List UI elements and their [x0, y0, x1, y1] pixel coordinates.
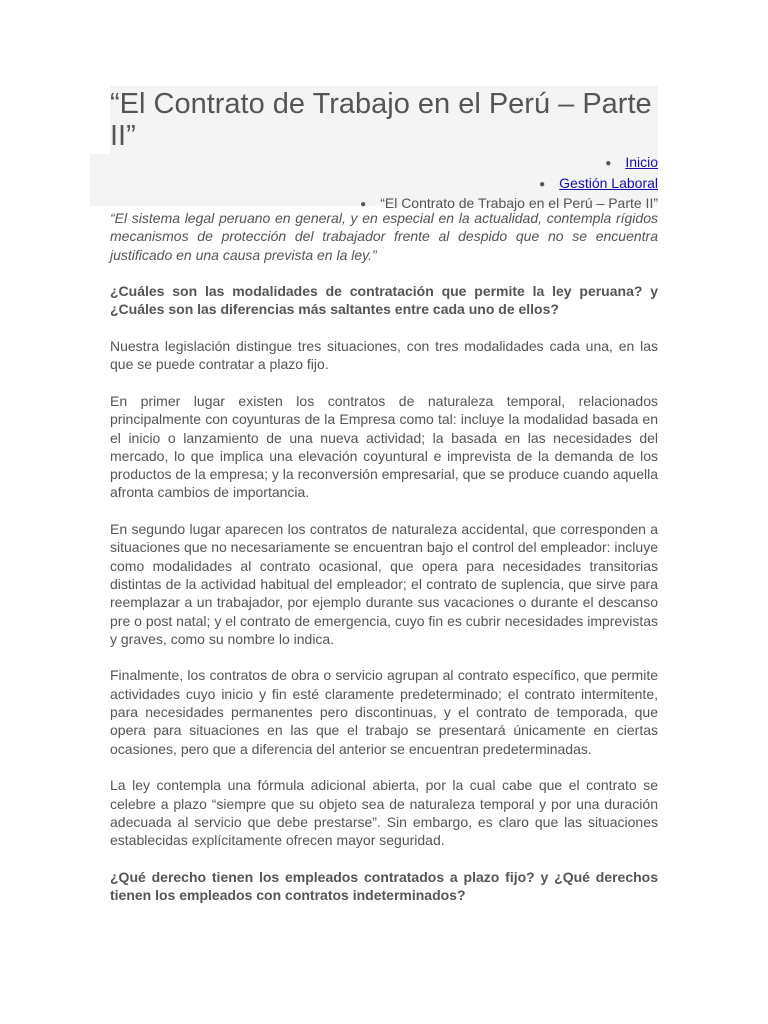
- section-question-1: ¿Cuáles son las modalidades de contratación que permite la ley peruana? y ¿Cuáles son las diferencias más saltantes entre cada uno de ellos?: [110, 283, 658, 318]
- breadcrumb-item-inicio: [110, 153, 658, 174]
- paragraph-1: Nuestra legislación distingue tres situaciones, con tres modalidades cada una, en las que se puede contratar a plazo fijo.: [110, 338, 658, 373]
- bullet-icon: ●: [605, 158, 612, 169]
- breadcrumb-link-gestion-laboral[interactable]: Gestión Laboral: [559, 174, 658, 191]
- article-body: [110, 209, 658, 923]
- breadcrumb-link-inicio[interactable]: Inicio: [625, 154, 658, 170]
- intro-quote: “El sistema legal peruano en general, y en especial en la actualidad, contempla rígidos mecanismos de protección del trabajador frente al despido que no se encuentra justificado en una causa prevista en la ley.”: [110, 210, 658, 263]
- section-question-2: ¿Qué derecho tienen los empleados contratados a plazo fijo? y ¿Qué derechos tienen los empleados con contratos indeterminados?: [110, 868, 658, 903]
- paragraph-4: Finalmente, los contratos de obra o servicio agrupan al contrato específico, que permite actividades cuyo inicio y fin esté claramente predeterminado; el contrato intermitente, para necesidades permanentes pero discontinuas, y el contrato de temporada, que opera para situaciones en las que el trabajo se presentará únicamente en ciertas ocasiones, pero que a diferencia del anterior se encuentran predeterminadas.: [110, 667, 658, 757]
- paragraph-2: En primer lugar existen los contratos de naturaleza temporal, relacionados principalmente con coyunturas de la Empresa como tal: incluye la modalidad basada en el inicio o lanzamiento de una nueva actividad; la basada en las necesidades del mercado, lo que implica una elevación coyuntural e imprevista de la demanda de los productos de la empresa; y la reconversión empresarial, que se produce cuando aquella afronta cambios de importancia.: [110, 392, 658, 501]
- breadcrumb: [110, 153, 658, 215]
- bullet-icon: ●: [360, 199, 367, 210]
- breadcrumb-current-label: “El Contrato de Trabajo en el Perú – Parte II”: [380, 195, 658, 211]
- page-title: “El Contrato de Trabajo en el Perú – Parte II”: [110, 88, 652, 152]
- paragraph-3: En segundo lugar aparecen los contratos de naturaleza accidental, que corresponden a situaciones que no necesariamente se encuentran bajo el control del empleador: incluye como modalidades al contrato ocasional, que opera para necesidades transitorias distintas de la actividad habitual del empleador; el contrato de suplencia, que sirve para reemplazar a un trabajador, por ejemplo durante sus vacaciones o durante el descanso pre o post natal; y el contrato de emergencia, cuyo fin es cubrir necesidades imprevistas y graves, como su nombre lo indica.: [110, 521, 658, 647]
- bullet-icon: ●: [539, 178, 546, 190]
- paragraph-5: La ley contempla una fórmula adicional abierta, por la cual cabe que el contrato se celebre a plazo “siempre que su objeto sea de naturaleza temporal y por una duración adecuada al servicio que debe prestarse”. Sin embargo, es claro que las situaciones establecidas explícitamente ofrecen mayor seguridad.: [110, 777, 658, 849]
- breadcrumb-item-gestion-laboral: [110, 174, 658, 195]
